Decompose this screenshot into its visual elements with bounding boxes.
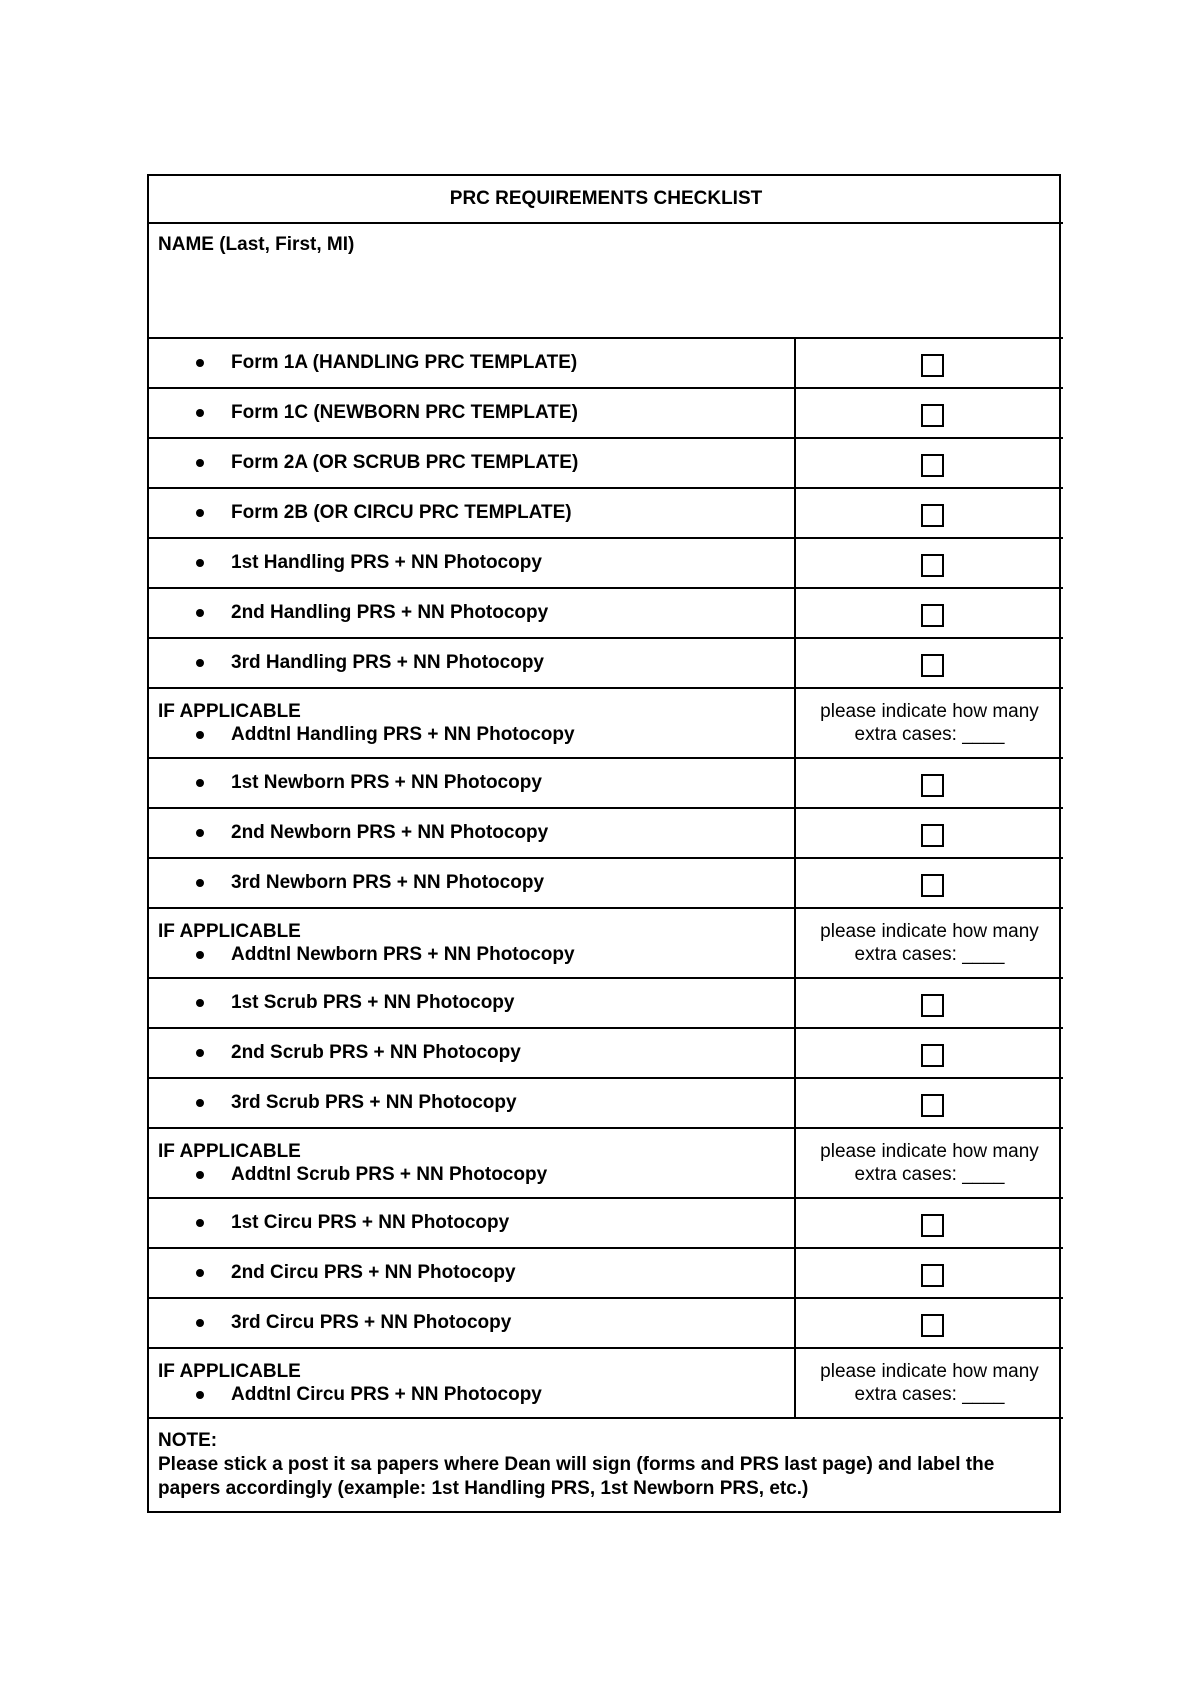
checklist-row xyxy=(149,1298,1063,1348)
bullet-icon xyxy=(196,1049,204,1057)
extra-cases-prompt: please indicate how many xyxy=(820,1141,1039,1162)
checkbox-cell xyxy=(795,858,1063,908)
item-label-cell xyxy=(149,588,795,638)
item-label: 2nd Circu PRS + NN Photocopy xyxy=(231,1262,516,1283)
optional-item xyxy=(158,723,794,746)
checkbox[interactable] xyxy=(921,404,944,427)
if-applicable-heading: IF APPLICABLE xyxy=(158,701,301,722)
extra-cases-prompt: please indicate how many xyxy=(820,1361,1039,1382)
item-label: 3rd Scrub PRS + NN Photocopy xyxy=(231,1092,517,1113)
checkbox-cell xyxy=(795,488,1063,538)
extra-cases-cell[interactable] xyxy=(795,1348,1063,1418)
checkbox-cell xyxy=(795,978,1063,1028)
optional-label-cell xyxy=(149,1128,795,1198)
extra-cases-blank: extra cases: ____ xyxy=(854,1384,1005,1405)
bullet-icon xyxy=(196,951,204,959)
checkbox[interactable] xyxy=(921,454,944,477)
name-row xyxy=(149,223,1063,338)
checkbox[interactable] xyxy=(921,774,944,797)
item-label: 1st Handling PRS + NN Photocopy xyxy=(231,552,542,573)
extra-cases-cell[interactable] xyxy=(795,688,1063,758)
item-label-cell xyxy=(149,858,795,908)
extra-cases-blank: extra cases: ____ xyxy=(854,1164,1005,1185)
item-label: 3rd Handling PRS + NN Photocopy xyxy=(231,652,544,673)
form-title: PRC REQUIREMENTS CHECKLIST xyxy=(149,176,1063,223)
checkbox-cell xyxy=(795,1248,1063,1298)
item-label-cell xyxy=(149,758,795,808)
extra-cases-cell[interactable] xyxy=(795,1128,1063,1198)
bullet-icon xyxy=(196,1219,204,1227)
checkbox[interactable] xyxy=(921,824,944,847)
item-label: Form 2B (OR CIRCU PRC TEMPLATE) xyxy=(231,502,572,523)
checkbox[interactable] xyxy=(921,654,944,677)
checklist-row xyxy=(149,538,1063,588)
item-label: 1st Scrub PRS + NN Photocopy xyxy=(231,992,515,1013)
optional-row xyxy=(149,908,1063,978)
checkbox-cell xyxy=(795,538,1063,588)
item-label: 2nd Handling PRS + NN Photocopy xyxy=(231,602,549,623)
bullet-icon xyxy=(196,559,204,567)
checkbox-cell xyxy=(795,1028,1063,1078)
checkbox-cell xyxy=(795,808,1063,858)
item-label-cell xyxy=(149,488,795,538)
item-label-cell xyxy=(149,1078,795,1128)
item-label: 3rd Circu PRS + NN Photocopy xyxy=(231,1312,512,1333)
optional-label-cell xyxy=(149,688,795,758)
checkbox[interactable] xyxy=(921,1094,944,1117)
if-applicable-heading: IF APPLICABLE xyxy=(158,1361,301,1382)
item-label: 1st Newborn PRS + NN Photocopy xyxy=(231,772,542,793)
name-label: NAME (Last, First, MI) xyxy=(158,234,355,255)
optional-label-cell xyxy=(149,908,795,978)
item-label-cell xyxy=(149,338,795,388)
checkbox[interactable] xyxy=(921,354,944,377)
checkbox[interactable] xyxy=(921,874,944,897)
bullet-icon xyxy=(196,609,204,617)
optional-row xyxy=(149,1128,1063,1198)
bullet-icon xyxy=(196,659,204,667)
checkbox[interactable] xyxy=(921,1214,944,1237)
item-label: Form 2A (OR SCRUB PRC TEMPLATE) xyxy=(231,452,579,473)
if-applicable-heading: IF APPLICABLE xyxy=(158,1141,301,1162)
item-label: 3rd Newborn PRS + NN Photocopy xyxy=(231,872,545,893)
bullet-icon xyxy=(196,879,204,887)
optional-item xyxy=(158,943,794,966)
checklist-form xyxy=(147,174,1061,1513)
bullet-icon xyxy=(196,409,204,417)
checklist-row xyxy=(149,758,1063,808)
bullet-icon xyxy=(196,1099,204,1107)
bullet-icon xyxy=(196,359,204,367)
checklist-row xyxy=(149,338,1063,388)
checkbox-cell xyxy=(795,758,1063,808)
bullet-icon xyxy=(196,1391,204,1399)
extra-cases-prompt: please indicate how many xyxy=(820,701,1039,722)
extra-cases-cell[interactable] xyxy=(795,908,1063,978)
checkbox[interactable] xyxy=(921,1314,944,1337)
bullet-icon xyxy=(196,829,204,837)
checkbox-cell xyxy=(795,438,1063,488)
item-label-cell xyxy=(149,808,795,858)
item-label: Form 1C (NEWBORN PRC TEMPLATE) xyxy=(231,402,578,423)
checklist-row xyxy=(149,638,1063,688)
optional-item-label: Addtnl Scrub PRS + NN Photocopy xyxy=(231,1164,548,1185)
checkbox-cell xyxy=(795,1078,1063,1128)
optional-row xyxy=(149,688,1063,758)
item-label-cell xyxy=(149,388,795,438)
checkbox-cell xyxy=(795,588,1063,638)
checkbox-cell xyxy=(795,388,1063,438)
bullet-icon xyxy=(196,1319,204,1327)
checklist-row xyxy=(149,858,1063,908)
checkbox-cell xyxy=(795,638,1063,688)
note-text: Please stick a post it sa papers where Dean will sign (forms and PRS last page) and label the papers accordingly (example: 1st Handling PRS, 1st Newborn PRS, etc.) xyxy=(158,1454,995,1499)
title-row xyxy=(149,176,1063,223)
optional-item-label: Addtnl Handling PRS + NN Photocopy xyxy=(231,724,575,745)
optional-item xyxy=(158,1383,794,1406)
optional-label-cell xyxy=(149,1348,795,1418)
item-label-cell xyxy=(149,1028,795,1078)
note-cell xyxy=(149,1418,1063,1511)
extra-cases-blank: extra cases: ____ xyxy=(854,944,1005,965)
bullet-icon xyxy=(196,779,204,787)
extra-cases-prompt: please indicate how many xyxy=(820,921,1039,942)
checkbox[interactable] xyxy=(921,504,944,527)
checklist-row xyxy=(149,808,1063,858)
checklist-table xyxy=(149,176,1063,1511)
checkbox-cell xyxy=(795,338,1063,388)
optional-row xyxy=(149,1348,1063,1418)
item-label-cell xyxy=(149,1248,795,1298)
name-field[interactable] xyxy=(149,223,1063,338)
optional-item-label: Addtnl Newborn PRS + NN Photocopy xyxy=(231,944,575,965)
item-label-cell xyxy=(149,638,795,688)
item-label-cell xyxy=(149,538,795,588)
checkbox[interactable] xyxy=(921,994,944,1017)
checkbox[interactable] xyxy=(921,1264,944,1287)
item-label: Form 1A (HANDLING PRC TEMPLATE) xyxy=(231,352,578,373)
bullet-icon xyxy=(196,509,204,517)
checklist-row xyxy=(149,488,1063,538)
optional-item-label: Addtnl Circu PRS + NN Photocopy xyxy=(231,1384,542,1405)
item-label-cell xyxy=(149,978,795,1028)
item-label-cell xyxy=(149,1198,795,1248)
checklist-row xyxy=(149,588,1063,638)
checklist-row xyxy=(149,1198,1063,1248)
bullet-icon xyxy=(196,1171,204,1179)
checklist-row xyxy=(149,1028,1063,1078)
bullet-icon xyxy=(196,731,204,739)
item-label-cell xyxy=(149,1298,795,1348)
item-label: 1st Circu PRS + NN Photocopy xyxy=(231,1212,510,1233)
checklist-row xyxy=(149,978,1063,1028)
checklist-row xyxy=(149,438,1063,488)
extra-cases-blank: extra cases: ____ xyxy=(854,724,1005,745)
note-row xyxy=(149,1418,1063,1511)
checklist-row xyxy=(149,388,1063,438)
checklist-row xyxy=(149,1248,1063,1298)
item-label: 2nd Newborn PRS + NN Photocopy xyxy=(231,822,549,843)
bullet-icon xyxy=(196,1269,204,1277)
checkbox[interactable] xyxy=(921,554,944,577)
checkbox[interactable] xyxy=(921,604,944,627)
if-applicable-heading: IF APPLICABLE xyxy=(158,921,301,942)
bullet-icon xyxy=(196,459,204,467)
item-label-cell xyxy=(149,438,795,488)
bullet-icon xyxy=(196,999,204,1007)
optional-item xyxy=(158,1163,794,1186)
checkbox-cell xyxy=(795,1298,1063,1348)
checklist-row xyxy=(149,1078,1063,1128)
checkbox-cell xyxy=(795,1198,1063,1248)
note-heading: NOTE: xyxy=(158,1430,218,1451)
item-label: 2nd Scrub PRS + NN Photocopy xyxy=(231,1042,521,1063)
checkbox[interactable] xyxy=(921,1044,944,1067)
